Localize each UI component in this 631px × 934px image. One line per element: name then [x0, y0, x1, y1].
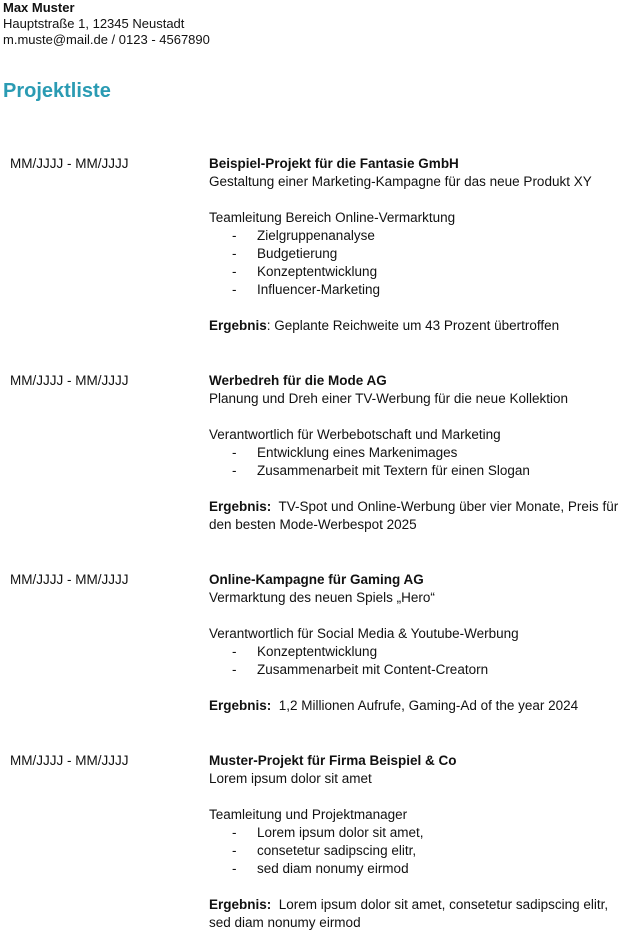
project-role: Teamleitung und Projektmanager — [209, 807, 408, 822]
list-item: - Zusammenarbeit mit Textern für einen Slogan — [232, 463, 530, 478]
project-title: Muster-Projekt für Firma Beispiel & Co — [209, 753, 457, 768]
list-item: - Entwicklung eines Markenimages — [232, 445, 458, 460]
list-item: - Lorem ipsum dolor sit amet, — [232, 825, 424, 840]
project-date: MM/JJJJ - MM/JJJJ — [10, 156, 129, 171]
project-subtitle: Planung und Dreh einer TV-Werbung für die neue Kollektion — [209, 391, 568, 406]
project-result: Ergebnis: 1,2 Millionen Aufrufe, Gaming-Ad of the year 2024 — [209, 698, 579, 713]
project-body — [209, 372, 631, 534]
contact-header — [3, 0, 210, 48]
list-item: - Konzeptentwicklung — [232, 644, 378, 659]
project-role: Teamleitung Bereich Online-Vermarktung — [209, 210, 456, 225]
author-address: Hauptstraße 1, 12345 Neustadt — [3, 16, 185, 31]
task-list — [209, 444, 631, 480]
project-role: Verantwortlich für Social Media & Youtube-Werbung — [209, 626, 519, 641]
author-contact: m.muste@mail.de / 0123 - 4567890 — [3, 32, 210, 47]
project-role: Verantwortlich für Werbebotschaft und Marketing — [209, 427, 501, 442]
project-date: MM/JJJJ - MM/JJJJ — [10, 572, 129, 587]
project-subtitle: Gestaltung einer Marketing-Kampagne für das neue Produkt XY — [209, 174, 592, 189]
project-date: MM/JJJJ - MM/JJJJ — [10, 753, 129, 768]
project-body — [209, 752, 631, 932]
list-item: - Influencer-Marketing — [232, 282, 381, 297]
list-item: - Zielgruppenanalyse — [232, 228, 375, 243]
project-result: Ergebnis: Geplante Reichweite um 43 Prozent übertroffen — [209, 318, 560, 333]
project-subtitle: Vermarktung des neuen Spiels „Hero“ — [209, 590, 435, 605]
project-title: Online-Kampagne für Gaming AG — [209, 572, 424, 587]
project-title: Beispiel-Projekt für die Fantasie GmbH — [209, 156, 459, 171]
list-item: - Zusammenarbeit mit Content-Creatorn — [232, 662, 489, 677]
task-list — [209, 824, 631, 878]
list-item: - Konzeptentwicklung — [232, 264, 378, 279]
list-item: - sed diam nonumy eirmod — [232, 861, 409, 876]
project-body — [209, 571, 631, 715]
project-subtitle: Lorem ipsum dolor sit amet — [209, 771, 372, 786]
project-title: Werbedreh für die Mode AG — [209, 373, 387, 388]
author-name: Max Muster — [3, 0, 75, 15]
project-date: MM/JJJJ - MM/JJJJ — [10, 373, 129, 388]
task-list — [209, 227, 631, 299]
project-result: Ergebnis: TV-Spot und Online-Werbung über vier Monate, Preis für den besten Mode-Werbespot 2025 — [209, 499, 622, 532]
page-title: Projektliste — [3, 80, 111, 102]
list-item: - Budgetierung — [232, 246, 338, 261]
project-result: Ergebnis: Lorem ipsum dolor sit amet, consetetur sadipscing elitr, sed diam nonumy eirmod — [209, 897, 612, 930]
task-list — [209, 643, 631, 679]
project-body — [209, 155, 631, 335]
list-item: - consetetur sadipscing elitr, — [232, 843, 417, 858]
